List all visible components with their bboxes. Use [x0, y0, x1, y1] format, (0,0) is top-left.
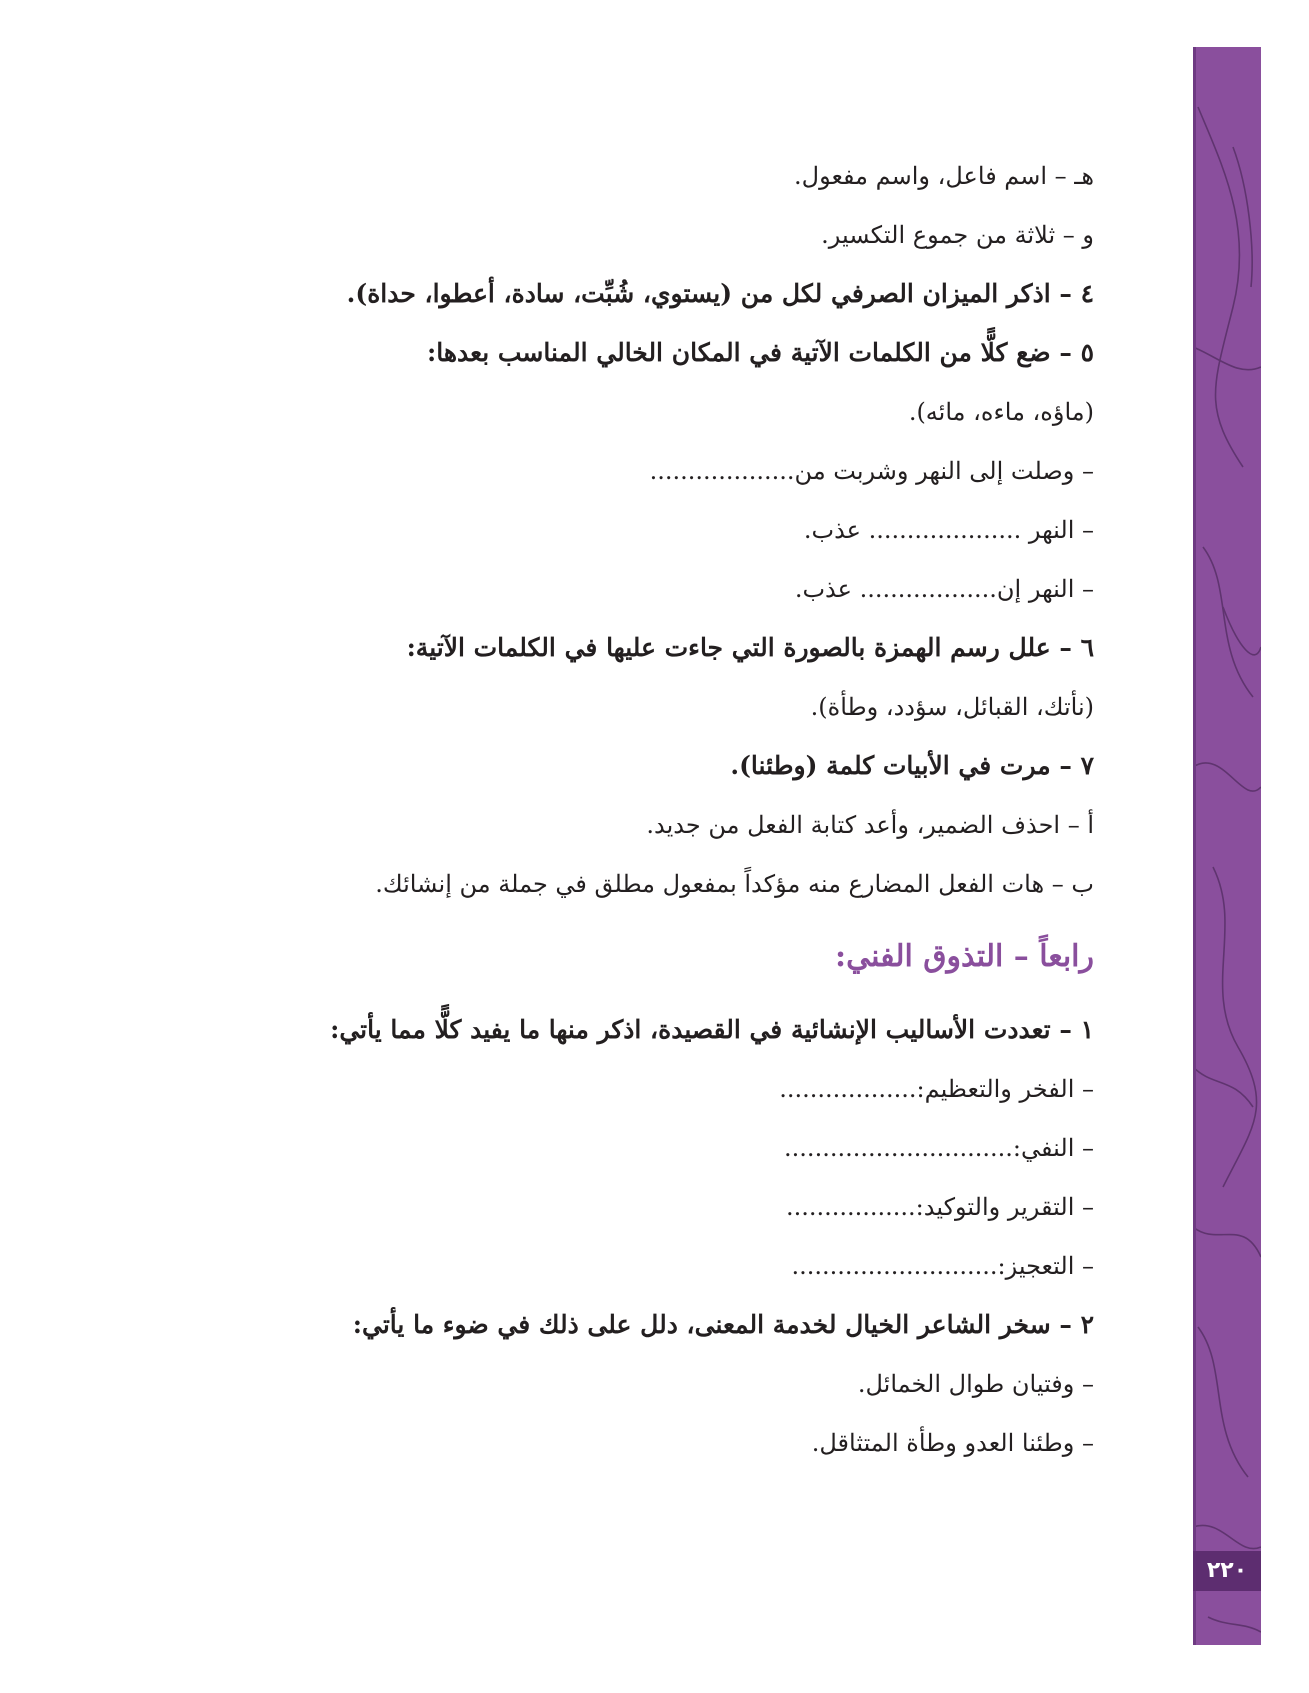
taste-blank-challenge: – التعجيز:........................... [791, 1252, 1094, 1280]
fill-blank-2: – النهر .................... عذب. [803, 516, 1094, 544]
taste-blank-affirmation: – التقرير والتوكيد:................. [785, 1193, 1094, 1221]
band-pattern [1193, 47, 1261, 1645]
question-7-a: أ – احذف الضمير، وأعد كتابة الفعل من جديد. [646, 811, 1094, 839]
item-waw: و – ثلاثة من جموع التكسير. [821, 221, 1094, 249]
decorative-side-band [1193, 47, 1261, 1645]
band-edge [1193, 47, 1196, 1645]
question-5-words: (ماؤه، ماءه، مائه). [908, 398, 1094, 426]
question-5: ٥ – ضع كلًّا من الكلمات الآتية في المكان الخالي المناسب بعدها: [426, 338, 1094, 367]
question-6: ٦ – علل رسم الهمزة بالصورة التي جاءت عليها في الكلمات الآتية: [406, 633, 1094, 662]
taste-example-2: – وطئنا العدو وطأة المتثاقل. [811, 1429, 1094, 1457]
question-4: ٤ – اذكر الميزان الصرفي لكل من (يستوي، شُبِّت، سادة، أعطوا، حداة). [346, 279, 1094, 308]
item-he: هـ – اسم فاعل، واسم مفعول. [794, 162, 1094, 190]
taste-blank-pride: – الفخر والتعظيم:.................. [779, 1075, 1094, 1103]
question-6-words: (نأتك، القبائل، سؤدد، وطأة). [810, 693, 1094, 721]
taste-example-1: – وفتيان طوال الخمائل. [857, 1370, 1094, 1398]
question-7-b: ب – هات الفعل المضارع منه مؤكداً بمفعول مطلق في جملة من إنشائك. [375, 870, 1094, 898]
question-7: ٧ – مرت في الأبيات كلمة (وطئنا). [730, 751, 1094, 780]
fill-blank-3: – النهر إن.................. عذب. [794, 575, 1094, 603]
fill-blank-1: – وصلت إلى النهر وشربت من................... [649, 457, 1094, 485]
taste-blank-negation: – النفي:.............................. [784, 1134, 1094, 1162]
taste-question-1: ١ – تعددت الأساليب الإنشائية في القصيدة، اذكر منها ما يفيد كلًّا مما يأتي: [330, 1015, 1094, 1044]
taste-question-2: ٢ – سخر الشاعر الخيال لخدمة المعنى، دلل على ذلك في ضوء ما يأتي: [352, 1310, 1094, 1339]
section-heading: رابعاً – التذوق الفني: [835, 939, 1094, 974]
page-number: ٢٢٠ [1193, 1551, 1261, 1591]
